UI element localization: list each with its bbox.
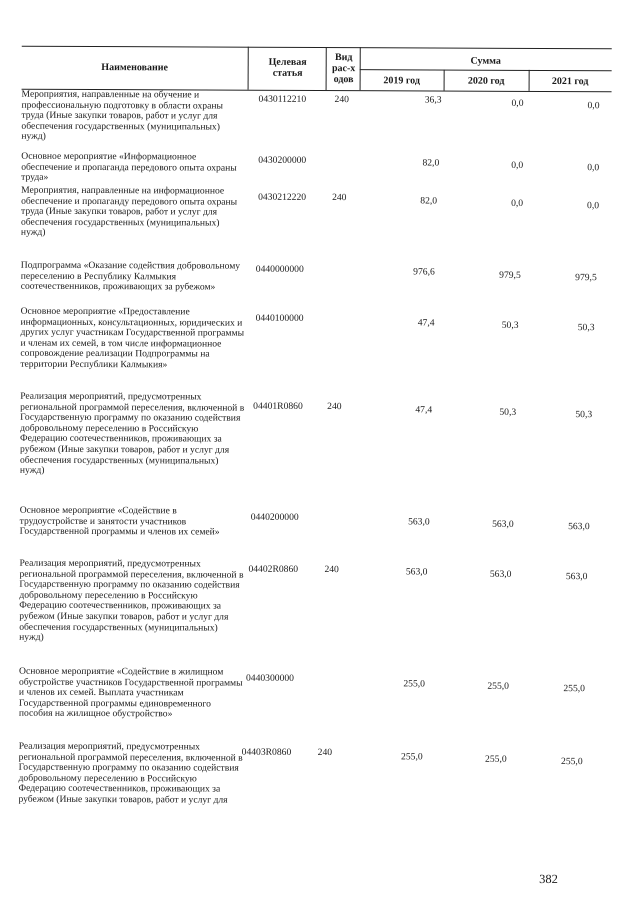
header-year-2020: 2020 год: [467, 75, 505, 87]
header-divider-name: [248, 47, 249, 90]
row-value-2020: 255,0: [487, 680, 509, 692]
row-value-2019: 563,0: [408, 516, 430, 528]
row-value-2020: 979,5: [499, 269, 521, 281]
row-value-2021: 50,3: [575, 409, 593, 421]
header-year-2021: 2021 год: [551, 76, 589, 88]
row-value-2021: 0,0: [587, 200, 600, 212]
row-code: 0430112210: [258, 93, 307, 105]
row-value-2020: 0,0: [511, 159, 524, 171]
row-code: 04403R0860: [241, 746, 292, 758]
row-code: 0440000000: [255, 263, 304, 275]
row-name: Реализация мероприятий, предусмотренных региональной программой переселения, включенной в Государственную программу по оказанию содействия добровольному переселению в Российскую Федерацию соотечественников, проживающих за рубежом (Иные закупки товаров, работ и услуг для обеспечения государственных (муниципальных) нужд): [19, 557, 244, 643]
page-number: 382: [539, 871, 558, 887]
row-code: 0430200000: [258, 154, 307, 166]
row-name: Подпрограмма «Оказание содействия добровольному переселению в Республику Калмыкия соотечественников, проживающих за рубежом»: [20, 259, 241, 293]
row-value-2019: 255,0: [401, 751, 423, 763]
row-value-2021: 255,0: [561, 756, 583, 768]
row-value-2020: 255,0: [485, 753, 507, 765]
row-kind: 240: [317, 746, 333, 759]
row-name: Мероприятия, направленные на обучение и профессиональную подготовку в области охраны труда (Иные закупки товаров, работ и услуг для обеспечения государственных (муниципальных) нужд): [21, 88, 223, 143]
row-code: 04401R0860: [253, 400, 303, 412]
row-name: Основное мероприятие «Содействие в трудоустройстве и занятости участников Государственной программы и членов их семей»: [19, 504, 220, 538]
header-expense-kind: Вид рас-ходов: [331, 52, 356, 86]
row-code: 04402R0860: [248, 563, 299, 575]
row-value-2019: 976,6: [413, 266, 435, 278]
row-value-2020: 0,0: [511, 97, 524, 109]
row-kind: 240: [332, 192, 347, 204]
row-value-2021: 979,5: [575, 272, 597, 284]
row-code: 0440200000: [250, 511, 299, 523]
header-name: Наименование: [101, 62, 169, 74]
sum-subheader-border: [360, 69, 612, 71]
row-value-2020: 50,3: [501, 319, 519, 331]
row-value-2021: 50,3: [577, 322, 595, 334]
row-name: Мероприятия, направленные на информационное обеспечение и пропаганду передового опыта охраны труда (Иные закупки товаров, работ и услуг для обеспечения государственных (муниципальных) нужд): [20, 184, 238, 239]
row-value-2020: 50,3: [499, 406, 517, 418]
header-top-border: [22, 46, 612, 50]
row-value-2019: 36,3: [424, 94, 442, 106]
row-name: Основное мероприятие «Информационное обеспечение и пропаганда передового опыта охраны труда»: [21, 150, 237, 183]
row-code: 0440100000: [255, 312, 304, 324]
row-code: 0440300000: [245, 672, 294, 684]
row-kind: 240: [324, 564, 339, 576]
row-kind: 240: [327, 401, 342, 413]
header-divider-target: [326, 47, 327, 90]
row-name: Основное мероприятие «Содействие в жилищном обустройстве участников Государственной программы и членов их семей. Выплата участникам Государственной программы единовременного пособия на жилищное обустройство»: [18, 665, 243, 720]
row-value-2019: 47,4: [415, 404, 433, 416]
row-value-2019: 255,0: [403, 678, 426, 690]
row-kind: 240: [334, 94, 349, 106]
row-value-2021: 255,0: [563, 683, 585, 695]
row-value-2021: 0,0: [587, 100, 600, 112]
row-value-2019: 47,4: [417, 317, 435, 329]
row-code: 0430212220: [258, 191, 307, 203]
header-sum: Сумма: [470, 55, 501, 67]
row-value-2020: 563,0: [492, 518, 514, 530]
row-name: Реализация мероприятий, предусмотренных региональной программой переселения, включенной в Государственную программу по оказанию содействия добровольному переселению в Российскую Федерацию соотечественников, проживающих за рубежом (Иные закупки товаров, работ и услуг для обеспечения государственных (муниципальных) нужд): [19, 390, 245, 476]
row-value-2019: 563,0: [405, 566, 428, 578]
row-value-2019: 82,0: [420, 195, 438, 207]
row-name: Основное мероприятие «Предоставление информационных, консультационных, юридических и других услуг участникам Государственной программы и членам их семей, в том числе информационное сопровождение реализации Подпрограммы на территории Республики Калмыкия»: [20, 305, 245, 371]
row-value-2021: 563,0: [568, 521, 590, 533]
header-target-article: Целевая статья: [268, 56, 307, 79]
row-name: Реализация мероприятий, предусмотренных региональной программой переселения, включенной в Государственную программу по оказанию содействия добровольному переселению в Российскую Федерацию соотечественников, проживающих за рубежом (Иные закупки товаров, работ и услуг для: [18, 740, 243, 806]
row-value-2021: 0,0: [587, 162, 600, 174]
row-value-2019: 82,0: [422, 157, 440, 169]
header-year-2019: 2019 год: [383, 75, 420, 87]
row-value-2021: 563,0: [565, 571, 588, 583]
row-value-2020: 0,0: [511, 197, 524, 209]
row-value-2020: 563,0: [489, 568, 512, 580]
